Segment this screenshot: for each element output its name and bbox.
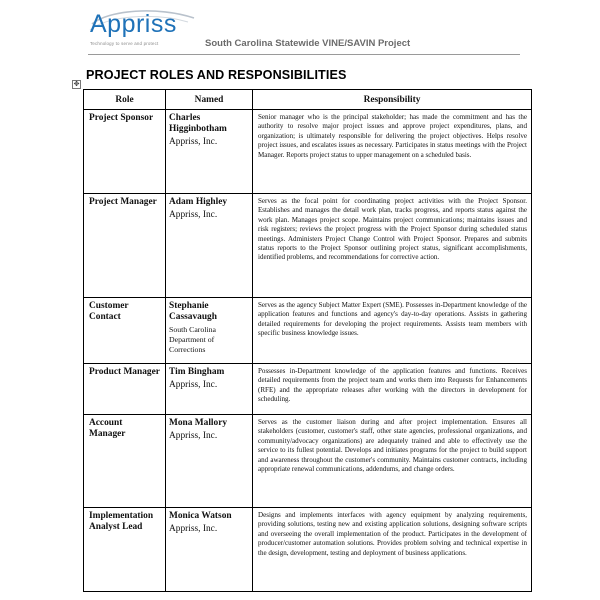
person-organization: Appriss, Inc.	[169, 380, 218, 391]
person-name: Adam Highley	[169, 197, 228, 207]
person-name: Monica Watson	[169, 511, 232, 521]
table-move-handle-icon[interactable]: ✥	[73, 80, 80, 88]
responsibility-text: Possesses in-Department knowledge of the application features and functions. Receives detailed requirements from the project team and works them into Requests for Enhancements (RFE) and the appropriate releases after working with the directors in development for scheduling.	[258, 367, 527, 404]
column-header-responsibility: Responsibility	[253, 90, 532, 110]
table-row	[84, 508, 532, 592]
role-text: Implementation Analyst Lead	[89, 511, 154, 533]
responsibility-text: Serves as the customer liaison during and after project implementation. Ensures all stakeholders (customer, customer's staff, other state agencies, professional organizations, and community/advocacy organizations) are adequately trained and able to effectively use the service to its fullest potential. Develops and initiates programs for the project to build support and awareness throughout the customer's community. Maintains customer contracts, including appropriate renewal communications, addendums, and change orders.	[258, 418, 527, 474]
person-organization: Appriss, Inc.	[169, 137, 218, 148]
appriss-logo	[88, 8, 200, 52]
person-name: Mona Mallory	[169, 418, 228, 428]
logo-tagline: Technology to serve and protect	[90, 41, 159, 46]
responsibility-cell	[253, 508, 532, 592]
responsibility-cell	[253, 415, 532, 508]
responsibility-cell	[253, 298, 532, 364]
person-name: Charles Higginbotham	[169, 113, 227, 135]
responsibility-cell	[253, 194, 532, 298]
role-cell	[84, 194, 166, 298]
column-header-role: Role	[84, 90, 166, 110]
responsibility-text: Designs and implements interfaces with agency equipment by analyzing requirements, providing solutions, testing new and existing application solutions, designing software scripts and overseeing the overall implementation of the product. Participates in the development of producer/customer automation solutions. Provides problem solving and technical expertise in the design, development, testing and deployment of business applications.	[258, 511, 527, 557]
page-header	[0, 0, 600, 56]
person-organization: South Carolina Department of Corrections	[169, 325, 216, 355]
role-text: Account Manager	[89, 418, 126, 440]
table-row	[84, 364, 532, 415]
named-cell	[166, 415, 253, 508]
header-divider	[88, 54, 520, 55]
logo-wordmark: Appriss	[90, 10, 177, 38]
named-cell	[166, 194, 253, 298]
roles-table	[83, 89, 532, 592]
named-cell	[166, 364, 253, 415]
role-text: Product Manager	[89, 367, 160, 377]
role-text: Project Sponsor	[89, 113, 154, 123]
responsibility-text: Senior manager who is the principal stakeholder; has made the commitment and has the authority to resolve major project issues and approve project expenditures, plans, and organization; is ultimately responsible for delivering the project objectives. Helps resolve project issues, and escalates issues as necessary. Participates in status meetings with the Project Manager. Reports project status to upper management on a scheduled basis.	[258, 113, 527, 159]
person-name: Stephanie Cassavaugh	[169, 301, 217, 323]
table-row	[84, 194, 532, 298]
table-row	[84, 110, 532, 194]
table-row	[84, 415, 532, 508]
table-row	[84, 298, 532, 364]
table-header-row	[84, 90, 532, 110]
role-text: Project Manager	[89, 197, 157, 207]
person-organization: Appriss, Inc.	[169, 524, 218, 535]
role-cell	[84, 298, 166, 364]
role-cell	[84, 364, 166, 415]
responsibility-text: Serves as the agency Subject Matter Expert (SME). Possesses in-Department knowledge of the application features and functions and agency's day-to-day operations. Assists in gathering detailed requirements for developing the project requirements. Assists team members with specific business knowledge issues.	[258, 301, 527, 338]
project-title: South Carolina Statewide VINE/SAVIN Project	[205, 38, 411, 49]
responsibility-cell	[253, 110, 532, 194]
role-cell	[84, 415, 166, 508]
role-text: Customer Contact	[89, 301, 129, 323]
person-name: Tim Bingham	[169, 367, 225, 377]
role-cell	[84, 508, 166, 592]
person-organization: Appriss, Inc.	[169, 210, 218, 221]
role-cell	[84, 110, 166, 194]
named-cell	[166, 110, 253, 194]
column-header-named: Named	[166, 90, 253, 110]
responsibility-text: Serves as the focal point for coordinating project activities with the Project Sponsor. Establishes and manages the detail work plan, tracks progress, and reports status against the work plan. Manages project scope. Maintains project communications; maintains issues and risk registers; reviews the project progress with the Project Sponsor during scheduled status meetings. Administers Project Change Control with Project Sponsor. Prepares and submits status reports to the Project Sponsor outlining project status, significant accomplishments, identified problems, and recommendations for corrective action.	[258, 197, 527, 262]
named-cell	[166, 508, 253, 592]
section-title: PROJECT ROLES AND RESPONSIBILITIES	[86, 68, 347, 82]
person-organization: Appriss, Inc.	[169, 431, 218, 442]
responsibility-cell	[253, 364, 532, 415]
named-cell	[166, 298, 253, 364]
